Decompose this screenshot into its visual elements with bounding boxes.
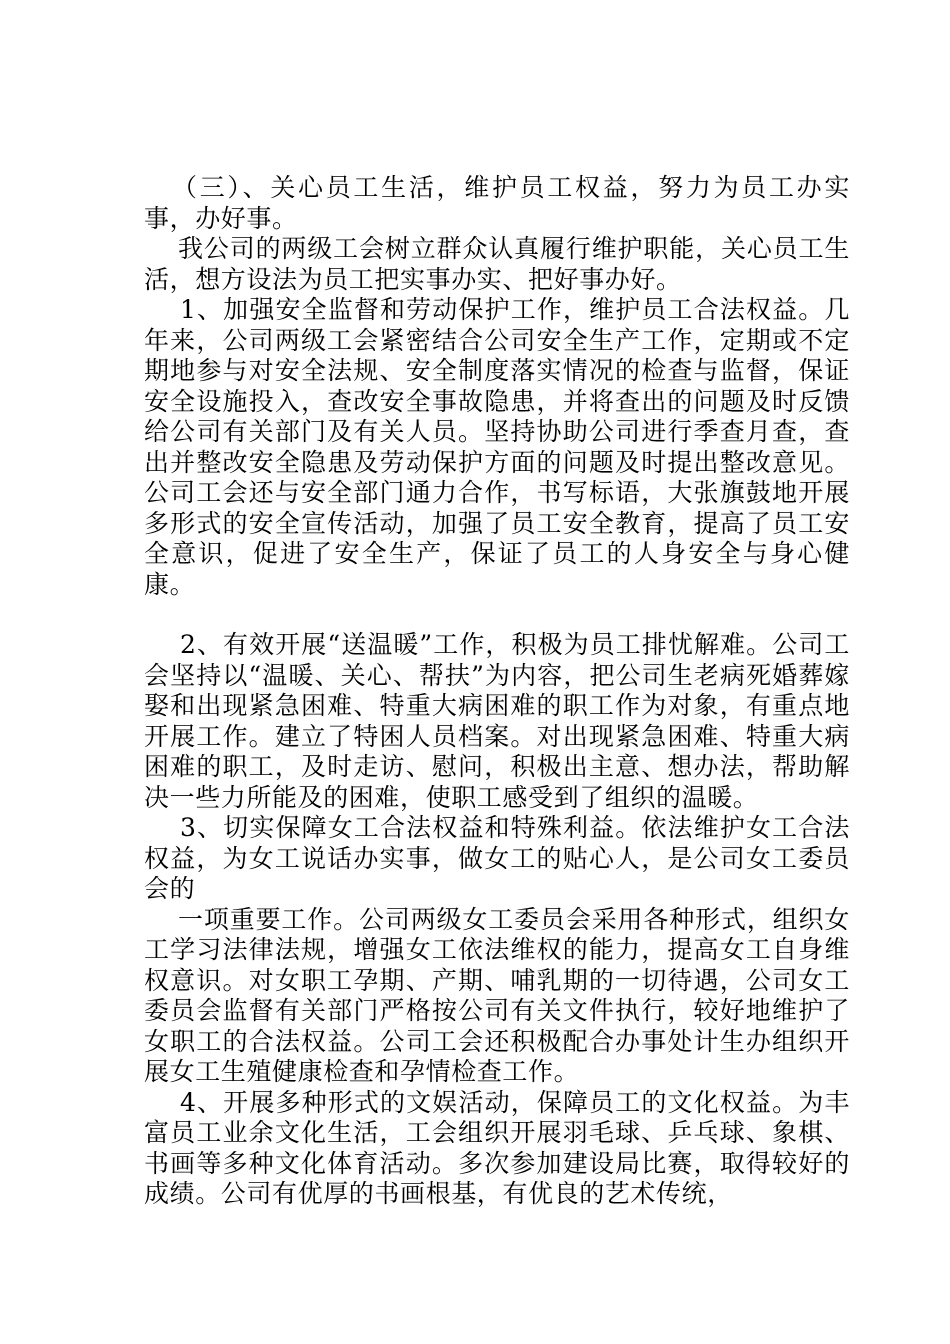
paragraph-spacer (144, 600, 850, 630)
paragraph-item-3: 3、切实保障女工合法权益和特殊利益。依法维护女工合法权益，为女工说话办实事，做女工的贴心人，是公司女工委员会的 (144, 813, 850, 903)
paragraph-item-2: 2、有效开展“送温暖”工作，积极为员工排忧解难。公司工会坚持以“温暖、关心、帮扶”为内容，把公司生老病死婚葬嫁娶和出现紧急困难、特重大病困难的职工作为对象，有重点地开展工作。建立了特困人员档案。对出现紧急困难、特重大病困难的职工，及时走访、慰问，积极出主意、想办法，帮助解决一些力所能及的困难，使职工感受到了组织的温暖。 (144, 630, 850, 812)
document-body (144, 173, 850, 1210)
paragraph-item-1: 1、加强安全监督和劳动保护工作，维护员工合法权益。几年来，公司两级工会紧密结合公司安全生产工作，定期或不定期地参与对安全法规、安全制度落实情况的检查与监督，保证安全设施投入，查改安全事故隐患，并将查出的问题及时反馈给公司有关部门及有关人员。坚持协助公司进行季查月查，查出并整改安全隐患及劳动保护方面的问题及时提出整改意见。公司工会还与安全部门通力合作，书写标语，大张旗鼓地开展多形式的安全宣传活动，加强了员工安全教育，提高了员工安全意识，促进了安全生产，保证了员工的人身安全与身心健康。 (144, 295, 850, 599)
paragraph-item-3-continued: 一项重要工作。公司两级女工委员会采用各种形式，组织女工学习法律法规，增强女工依法维权的能力，提高女工自身维权意识。对女职工孕期、产期、哺乳期的一切待遇，公司女工委员会监督有关部门严格按公司有关文件执行，较好地维护了女职工的合法权益。公司工会还积极配合办事处计生办组织开展女工生殖健康检查和孕情检查工作。 (144, 904, 850, 1086)
paragraph-item-4: 4、开展多种形式的文娱活动，保障员工的文化权益。为丰富员工业余文化生活，工会组织开展羽毛球、乒乓球、象棋、书画等多种文化体育活动。多次参加建设局比赛，取得较好的成绩。公司有优厚的书画根基，有优良的艺术传统， (144, 1087, 850, 1208)
paragraph-intro: 我公司的两级工会树立群众认真履行维护职能，关心员工生活，想方设法为员工把实事办实、把好事办好。 (144, 234, 850, 294)
section-heading: （三）、关心员工生活，维护员工权益，努力为员工办实事，办好事。 (144, 173, 850, 233)
